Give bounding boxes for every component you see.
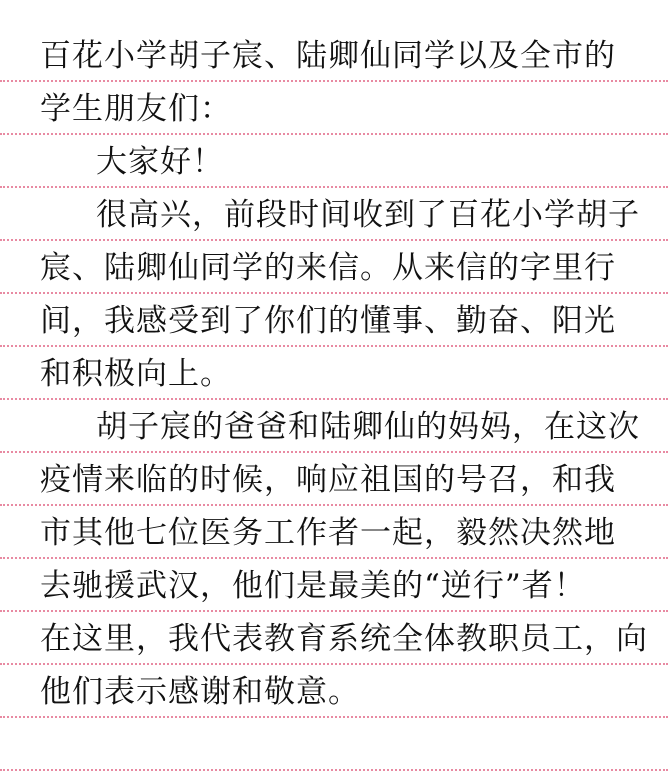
letter-line-8: 胡子宸的爸爸和陆卿仙的妈妈，在这次: [96, 409, 640, 445]
letter-line-2: 学生朋友们：: [40, 91, 232, 127]
ruled-line: [0, 242, 668, 294]
ruled-line: [0, 454, 668, 506]
ruled-line: [0, 613, 668, 665]
letter-line-12: 在这里，我代表教育系统全体教职员工，向: [40, 621, 648, 657]
letter-line-5: 宸、陆卿仙同学的来信。从来信的字里行: [40, 250, 616, 286]
ruled-line: [0, 401, 668, 453]
letter-line-1: 百花小学胡子宸、陆卿仙同学以及全市的: [40, 38, 616, 74]
ruled-line: [0, 30, 668, 82]
letter-line-6: 间，我感受到了你们的懂事、勤奋、阳光: [40, 303, 616, 339]
letter-line-9: 疫情来临的时候，响应祖国的号召，和我: [40, 462, 616, 498]
ruled-line: [0, 189, 668, 241]
ruled-line-empty: [0, 719, 668, 771]
letter-line-10: 市其他七位医务工作者一起，毅然决然地: [40, 515, 616, 551]
ruled-line: [0, 136, 668, 188]
letter-greeting: 大家好！: [96, 144, 224, 180]
ruled-line: [0, 295, 668, 347]
letter-line-4: 很高兴，前段时间收到了百花小学胡子: [96, 197, 640, 233]
ruled-line: [0, 666, 668, 718]
letter-line-13: 他们表示感谢和敬意。: [40, 674, 360, 710]
ruled-line: [0, 83, 668, 135]
ruled-line: [0, 507, 668, 559]
letter-line-7: 和积极向上。: [40, 356, 232, 392]
ruled-line: [0, 560, 668, 612]
ruled-line: [0, 348, 668, 400]
letter-line-11: 去驰援武汉，他们是最美的“逆行”者！: [40, 568, 586, 604]
